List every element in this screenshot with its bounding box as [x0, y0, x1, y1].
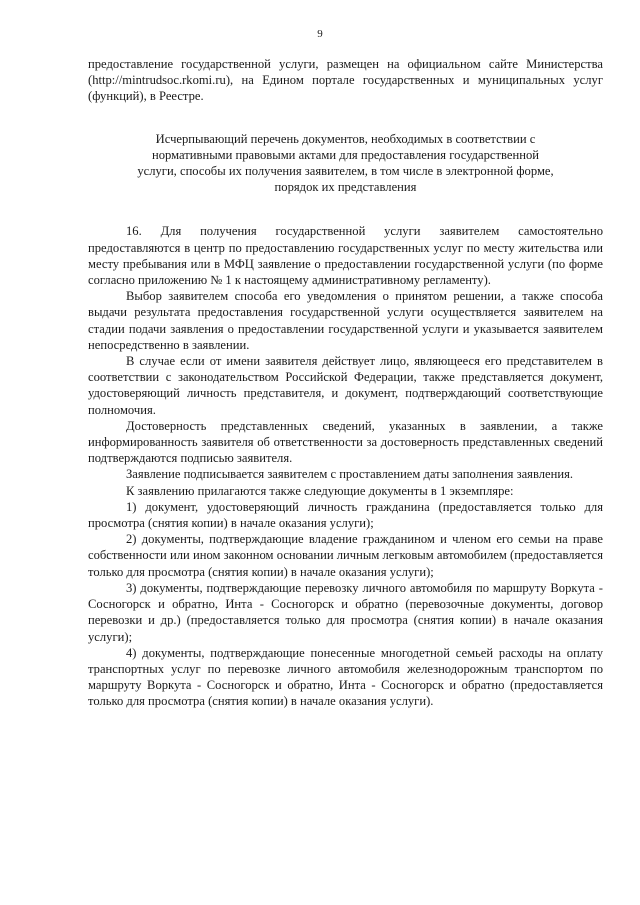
list-item-4: 4) документы, подтверждающие понесенные многодетной семьей расходы на оплату транспортных услуг по перевозке личного автомобиля железнодорожным транспортом по маршруту Воркута - Сосногорск и обратно, Инта - Сосногорск и обратно (предоставляется только для просмотра (снятия копии) в начале оказания услуги).	[88, 645, 603, 709]
section-heading-line: услуги, способы их получения заявителем, в том числе в электронной форме,	[137, 164, 554, 179]
paragraph-reliability: Достоверность представленных сведений, указанных в заявлении, а также информированность заявителя об ответственности за достоверность представленных сведений подтверждаются подписью заявителя.	[88, 418, 603, 466]
intro-paragraph: предоставление государственной услуги, размещен на официальном сайте Министерства (http://mintrudsoc.rkomi.ru), на Едином портале государственных и муниципальных услуг (функций), в Реестре.	[88, 57, 603, 104]
section-heading	[88, 131, 603, 196]
page-number: 9	[317, 28, 323, 40]
section-heading-line: нормативными правовыми актами для предоставления государственной	[151, 147, 539, 162]
paragraph-notification-choice: Выбор заявителем способа его уведомления о принятом решении, а также способа выдачи результата предоставления государственной услуги осуществляется заявителем на стадии подачи заявления о предоставлении государственной услуги и указывается заявителем непосредственно в заявлении.	[88, 289, 603, 352]
section-heading-line: Исчерпывающий перечень документов, необходимых в соответствии с	[155, 131, 536, 146]
paragraph-representative: В случае если от имени заявителя действует лицо, являющееся его представителем в соответствии с законодательством Российской Федерации, также представляется документ, удостоверяющий личность представителя, и документ, подтверждающий соответствующие полномочия.	[88, 354, 603, 417]
paragraph-attachments-intro: К заявлению прилагаются также следующие документы в 1 экземпляре:	[126, 483, 514, 498]
section-heading-line: порядок их представления	[274, 180, 417, 195]
page-content	[88, 56, 603, 710]
paragraph-clause-16: 16. Для получения государственной услуги заявителем самостоятельно предоставляются в центр по предоставлению государственных услуг по месту жительства или месту пребывания или в МФЦ заявление о предоставлении государственной услуги (по форме согласно приложению № 1 к настоящему административному регламенту).	[88, 224, 603, 288]
list-item-1: 1) документ, удостоверяющий личность гражданина (предоставляется только для просмотра (снятия копии) в начале оказания услуги);	[88, 499, 603, 531]
list-item-2: 2) документы, подтверждающие владение гражданином и членом его семьи на праве собственности или ином законном основании личным легковым автомобилем (предоставляется только для просмотра (снятия копии) в начале оказания услуги);	[88, 532, 603, 579]
list-item-3: 3) документы, подтверждающие перевозку личного автомобиля по маршруту Воркута - Сосногорск и обратно, Инта - Сосногорск и обратно (перевозочные документы, договор перевозки и др.) (предоставляется только для просмотра (снятия копии) в начале оказания услуги);	[88, 580, 603, 644]
paragraph-signature: Заявление подписывается заявителем с проставлением даты заполнения заявления.	[126, 467, 574, 482]
